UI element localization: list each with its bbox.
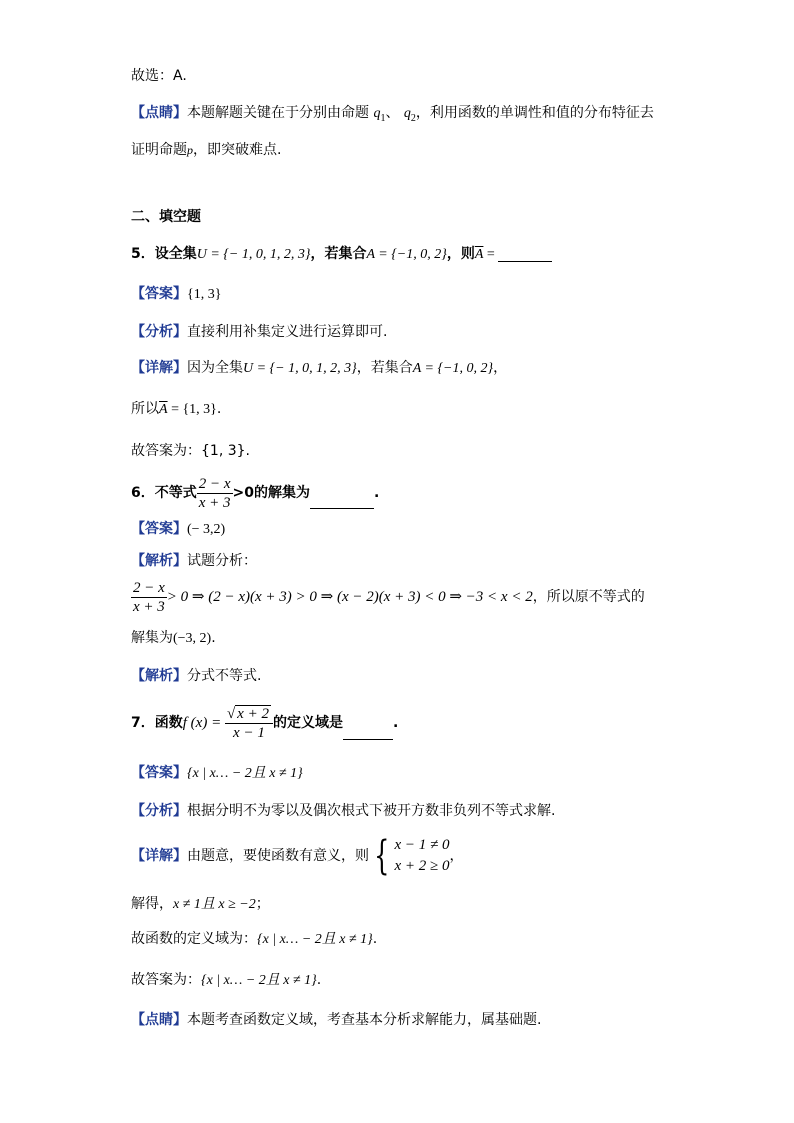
q6-answer-blank	[310, 507, 374, 509]
q6-answer: (− 3,2)	[187, 522, 226, 537]
q5-answer-line	[131, 284, 221, 305]
detail-tag: 【详解】	[131, 360, 187, 376]
q6-jiexi-line	[131, 551, 257, 571]
q7-numerator	[225, 705, 273, 724]
q5-detail-b: ，若集合	[356, 360, 413, 376]
q7-domain-line: 故函数的定义域为：{x | x… − 2且 x ≠ 1}.	[131, 931, 378, 947]
question-7	[131, 703, 398, 743]
q5-answer-blank	[498, 260, 552, 262]
q6-text-c: 的解集为	[254, 485, 311, 501]
q7-fraction	[225, 705, 273, 742]
q5-final-line	[131, 441, 250, 461]
q7-analysis-line	[131, 801, 555, 821]
q7-end: .	[392, 715, 399, 731]
q6-jiexi: 试题分析：	[187, 553, 257, 569]
q7-answer-blank	[343, 738, 393, 740]
jiexi-tag: 【解析】	[131, 553, 187, 569]
q5-detail-line	[131, 358, 507, 379]
q6-chain-tail: ，所以原不等式的	[532, 589, 645, 605]
left-brace-icon: {	[374, 833, 390, 879]
q7-function: f (x) =	[182, 715, 225, 731]
q7-analysis: 根据分明不为零以及偶次根式下被开方数非负列不等式求解.	[187, 803, 556, 819]
q5-so-value: = {1, 3}	[167, 402, 217, 417]
q7-sys-row-1: x − 1 ≠ 0	[394, 837, 450, 853]
q7-system-rows	[394, 835, 449, 877]
q6-chain-fraction	[131, 579, 167, 616]
q5-analysis: 直接利用补集定义进行运算即可.	[187, 324, 388, 340]
q7-note-line	[131, 1010, 541, 1030]
q7-text-a: 7．函数	[131, 715, 183, 731]
q6-chain-denominator: x + 3	[133, 598, 165, 615]
q7-text-b: 的定义域是	[272, 715, 343, 731]
q5-text-a: 5．设全集	[131, 246, 197, 262]
q6-gt-zero: >0	[232, 485, 255, 501]
q5-answer: {1, 3}	[187, 287, 222, 302]
q6-text-a: 6．不等式	[131, 485, 197, 501]
q5-equals: =	[483, 247, 499, 262]
note-line-1	[131, 103, 654, 129]
q6-chain-line	[131, 578, 645, 616]
q7-radicand: x + 2	[237, 705, 269, 722]
q7-system	[369, 835, 449, 877]
enum-comma: 、	[385, 105, 400, 121]
note-text-c: 证明命题	[131, 142, 187, 158]
q7-domain-text: 故函数的定义域为：	[131, 931, 257, 947]
answer-tag-6: 【答案】	[131, 521, 187, 537]
conclusion-line	[131, 66, 187, 86]
q5-so-text: 所以	[131, 401, 159, 417]
q5-set-U: U = {− 1, 0, 1, 2, 3}	[196, 247, 311, 262]
q6-jiexi2-line	[131, 666, 261, 686]
q6-sol-value: (−3, 2)	[173, 631, 212, 646]
q6-sol-text: 解集为	[131, 630, 173, 646]
q7-final-line: 故答案为：{x | x… − 2且 x ≠ 1}.	[131, 972, 322, 988]
q1-sub: 1	[380, 112, 386, 124]
q6-chain-numerator: 2 − x	[133, 579, 165, 596]
q6-sol-end: .	[211, 630, 216, 646]
note-tag: 【点睛】	[131, 105, 187, 121]
analysis-tag-7: 【分析】	[131, 803, 187, 819]
q7-denominator: x − 1	[233, 724, 265, 741]
q7-solve-end: ；	[255, 896, 270, 912]
q5-detail-A: A = {−1, 0, 2}	[412, 361, 494, 376]
q6-denominator: x + 3	[198, 494, 231, 511]
sqrt-icon: √	[226, 705, 236, 722]
q7-final-value: {x | x… − 2且 x ≠ 1}	[201, 973, 317, 988]
q7-answer: {x | x… − 2且 x ≠ 1}	[187, 766, 303, 781]
q5-so-line	[131, 399, 221, 420]
q6-numerator: 2 − x	[198, 475, 231, 492]
q5-final: 故答案为：{1, 3}.	[131, 443, 250, 459]
q6-end: .	[374, 485, 380, 501]
question-6	[131, 474, 379, 512]
jiexi-tag-2: 【解析】	[131, 668, 187, 684]
q5-detail-a: 因为全集	[187, 360, 243, 376]
q5-analysis-line	[131, 322, 387, 342]
q7-solve-text: 解得，	[131, 896, 173, 912]
q7-answer-line	[131, 763, 303, 784]
analysis-tag: 【分析】	[131, 324, 187, 340]
q7-solve-line	[131, 894, 270, 915]
q6-answer-line	[131, 519, 225, 540]
q2-sub: 2	[410, 112, 416, 124]
note-text-a: 本题解题关键在于分别由命题	[187, 105, 369, 121]
note-line-2	[131, 140, 281, 160]
note-text-d: ，即突破难点.	[193, 142, 282, 158]
q7-sys-row-2: x + 2 ≥ 0	[394, 858, 450, 874]
conclusion-text: 故选：A.	[131, 68, 187, 84]
q5-complement-A: $\overline{A}$	[474, 247, 484, 262]
question-5	[131, 244, 552, 265]
q5-so-complement: $\overline{A}$	[159, 402, 168, 417]
q1-symbol: q	[373, 106, 381, 121]
q7-detail-a: 由题意，要使函数有意义，则	[187, 848, 369, 864]
q6-sol-line	[131, 628, 216, 649]
q6-fraction	[197, 475, 233, 512]
q5-detail-U: U = {− 1, 0, 1, 2, 3}	[243, 361, 357, 376]
q5-text-c: ，则	[446, 246, 475, 262]
q2-symbol: q	[403, 106, 411, 121]
q7-domain-value: {x | x… − 2且 x ≠ 1}	[257, 932, 373, 947]
answer-tag-7: 【答案】	[131, 765, 187, 781]
section-title: 二、填空题	[131, 209, 201, 225]
q7-note: 本题考查函数定义域，考查基本分析求解能力，属基础题.	[187, 1012, 542, 1028]
q5-detail-c: ，	[493, 360, 508, 376]
detail-tag-7: 【详解】	[131, 848, 187, 864]
q7-final-text: 故答案为：	[131, 972, 201, 988]
q7-detail-line	[131, 834, 463, 878]
note-tag-7: 【点睛】	[131, 1012, 187, 1028]
q5-set-A: A = {−1, 0, 2}	[366, 247, 447, 262]
q5-so-end: .	[216, 401, 222, 417]
q6-jiexi2: 分式不等式.	[187, 668, 262, 684]
q7-solve-value: x ≠ 1且 x ≥ −2	[173, 897, 256, 912]
p-symbol: p	[187, 143, 193, 157]
answer-tag: 【答案】	[131, 286, 187, 302]
q7-detail-end: ，	[449, 848, 464, 864]
q5-text-b: ，若集合	[310, 246, 367, 262]
note-text-b: ，利用函数的单调性和值的分布特征去	[415, 105, 654, 121]
q6-chain: > 0 ⇒ (2 − x)(x + 3) > 0 ⇒ (x − 2)(x + 3) < 0 ⇒ −3 < x < 2	[166, 589, 533, 605]
